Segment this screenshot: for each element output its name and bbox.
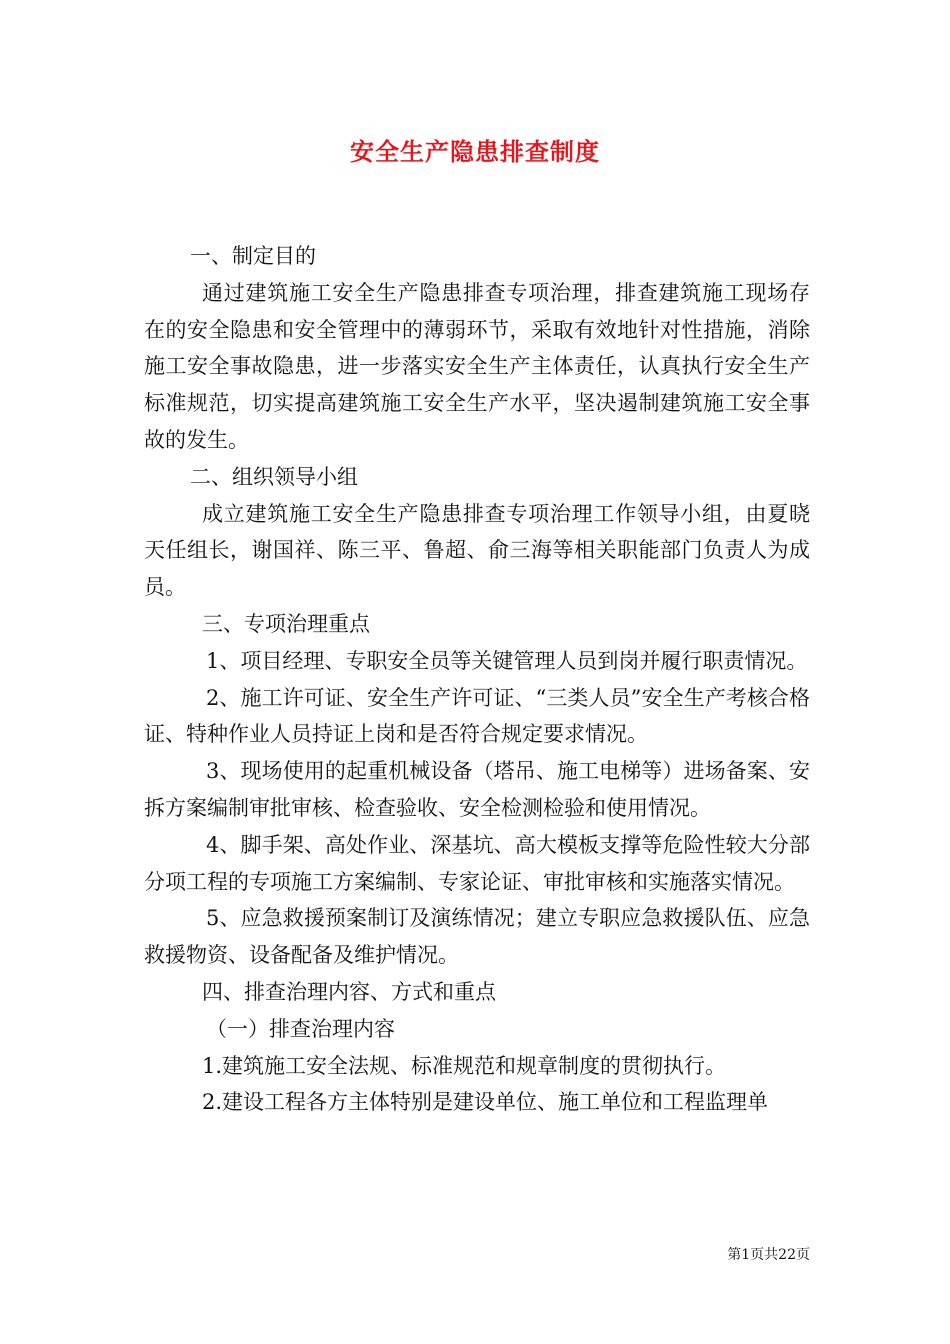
- section-heading: 二、组织领导小组: [190, 464, 358, 489]
- section-heading: 四、排查治理内容、方式和重点: [202, 979, 496, 1004]
- document-body: [144, 238, 810, 1121]
- body-paragraph: 成立建筑施工安全生产隐患排查专项治理工作领导小组，由夏晓天任组长，谢国祥、陈三平、鲁超、俞三海等相关职能部门负责人为成员。: [144, 501, 810, 600]
- list-item: 1、项目经理、专职安全员等关键管理人员到岗并履行职责情况。: [206, 648, 808, 673]
- list-item: 5、应急救援预案制订及演练情况；建立专职应急救援队伍、应急救援物资、设备配备及维护情况。: [144, 906, 810, 968]
- document-title: 安全生产隐患排查制度: [350, 138, 600, 166]
- list-item: 3、现场使用的起重机械设备（塔吊、施工电梯等）进场备案、安拆方案编制审批审核、检查验收、安全检测检验和使用情况。: [144, 759, 810, 820]
- section-heading: 三、专项治理重点: [202, 611, 370, 636]
- section-heading: 一、制定目的: [190, 244, 316, 268]
- list-item: 1.建筑施工安全法规、标准规范和规章制度的贯彻执行。: [202, 1053, 727, 1078]
- page-number: 第1页共22页: [727, 1247, 810, 1263]
- list-item: 2、施工许可证、安全生产许可证、“三类人员”安全生产考核合格证、特种作业人员持证上岗和是否符合规定要求情况。: [144, 685, 810, 747]
- body-paragraph: 通过建筑施工安全生产隐患排查专项治理，排查建筑施工现场存在的安全隐患和安全管理中的薄弱环节，采取有效地针对性措施，消除施工安全事故隐患，进一步落实安全生产主体责任，认真执行安全生产标准规范，切实提高建筑施工安全生产水平，坚决遏制建筑施工安全事故的发生。: [144, 280, 810, 452]
- list-item: 4、脚手架、高处作业、深基坑、高大模板支撑等危险性较大分部分项工程的专项施工方案编制、专家论证、审批审核和实施落实情况。: [144, 832, 810, 894]
- subsection-heading: （一）排查治理内容: [206, 1016, 395, 1041]
- list-item: 2.建设工程各方主体特别是建设单位、施工单位和工程监理单: [202, 1090, 769, 1115]
